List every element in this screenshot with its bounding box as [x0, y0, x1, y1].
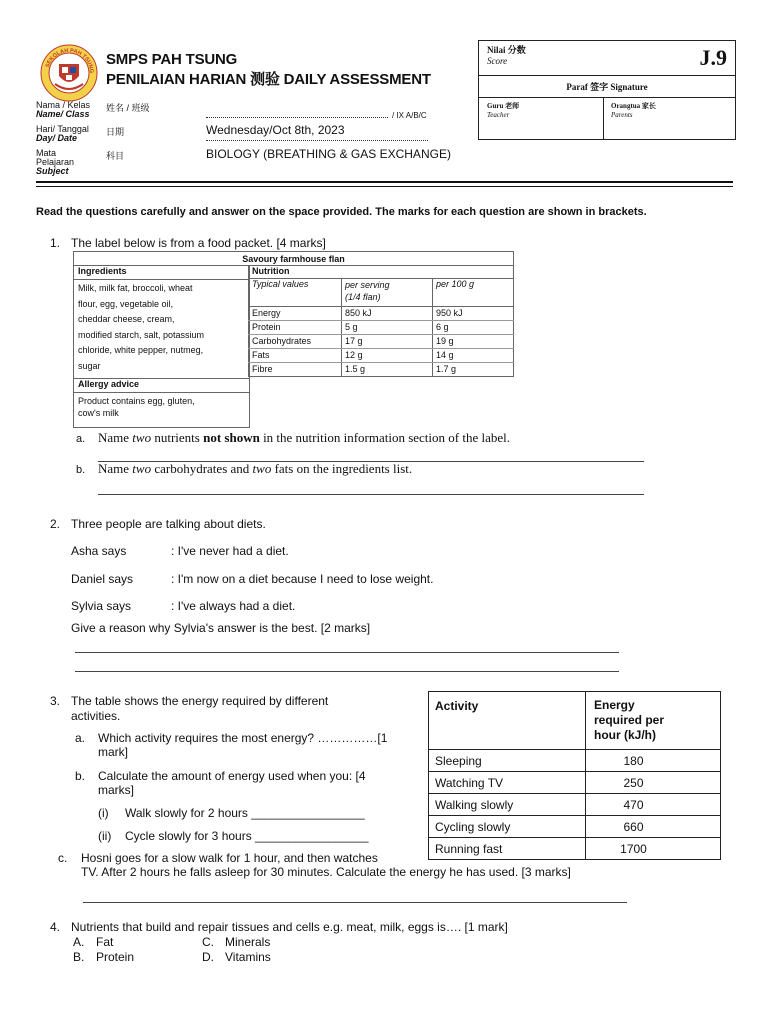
logo-ring-text: SEKOLAH PAH TSUNG [44, 47, 95, 74]
date-field-line [206, 140, 428, 141]
allergy-line: cow's milk [78, 408, 119, 418]
q1-number: 1. [50, 236, 61, 250]
q1b-letter: b. [76, 464, 86, 476]
q2-text: Three people are talking about diets. [71, 517, 266, 531]
day-label-cn: 日期 [106, 127, 125, 137]
school-header [106, 50, 431, 90]
nutrition-row: Fibre 1.5 g 1.7 g [249, 362, 514, 376]
school-logo [40, 44, 98, 102]
parents-label-cn: Orangtua 家长 [611, 102, 656, 110]
energy-row: Sleeping 180 [429, 750, 721, 772]
q4-option-c[interactable]: C. Minerals [202, 935, 271, 949]
nutrition-row: Fats 12 g 14 g [249, 348, 514, 362]
class-options: / IX A/B/C [392, 111, 427, 120]
speaker-name: Sylvia says [71, 599, 132, 613]
q3c-letter: c. [58, 851, 68, 865]
q3c-text: Hosni goes for a slow walk for 1 hour, and then watches TV. After 2 hours he falls asleep for 30 minutes. Calculate the energy he has used. [3 marks] [81, 851, 571, 879]
food-label [73, 251, 514, 428]
school-name: SMPS PAH TSUNG [106, 51, 238, 68]
energy-table [428, 691, 721, 860]
score-label-en: Score [487, 56, 508, 66]
q2-answer-line[interactable] [75, 671, 619, 672]
q3b-text: Calculate the amount of energy used when you: [4 marks] [98, 769, 366, 797]
day-label-en: Day/ Date [36, 133, 78, 143]
nutrition-row: Energy 850 kJ 950 kJ [249, 306, 514, 320]
q1a-text: Name two nutrients not shown in the nutrition information section of the label. [98, 430, 511, 445]
q4-text: Nutrients that build and repair tissues and cells e.g. meat, milk, eggs is…. [1 mark] [71, 920, 508, 934]
ingredients-box [73, 265, 250, 379]
header-rule-thin [36, 186, 733, 187]
score-label-cn: Nilai 分数 [487, 45, 526, 55]
q3b-i-text[interactable]: Walk slowly for 2 hours _________________ [125, 806, 365, 820]
day-label-ms: Hari/ Tanggal [36, 124, 89, 134]
col-typical-values: Typical values [249, 278, 342, 306]
q3b-letter: b. [75, 769, 86, 783]
nutrition-row: Protein 5 g 6 g [249, 320, 514, 334]
name-field[interactable] [206, 117, 388, 118]
signature-label: Paraf 签字 Signature [566, 82, 648, 92]
ingredients-list [74, 280, 249, 375]
name-label-en: Name/ Class [36, 109, 90, 119]
speaker-quote: : I've always had a diet. [171, 599, 296, 613]
ingredients-line: flour, egg, vegetable oil, [78, 298, 174, 309]
header-rule-thick [36, 181, 733, 183]
ingredients-line: Milk, milk fat, broccoli, wheat [78, 283, 193, 293]
energy-row: Cycling slowly 660 [429, 816, 721, 838]
ingredients-line: sugar [78, 360, 101, 371]
name-label-ms: Nama / Kelas [36, 100, 91, 110]
q3c-answer-line[interactable] [83, 902, 627, 903]
speaker-quote: : I've never had a diet. [171, 544, 289, 558]
energy-row: Walking slowly 470 [429, 794, 721, 816]
ingredients-line: chloride, white pepper, nutmeg, [78, 345, 204, 355]
day-value: Wednesday/Oct 8th, 2023 [206, 123, 345, 137]
nutrition-table [248, 265, 514, 377]
assessment-title: PENILAIAN HARIAN 测验 DAILY ASSESSMENT [106, 71, 431, 88]
col-per-serving: per serving (1/4 flan) [342, 278, 433, 306]
assessment-code: J.9 [699, 45, 727, 70]
food-label-table [73, 251, 514, 266]
q4-option-d[interactable]: D. Vitamins [202, 950, 271, 964]
q4-number: 4. [50, 920, 61, 934]
allergy-line: Product contains egg, gluten, [78, 396, 195, 406]
ingredients-header: Ingredients [74, 265, 249, 280]
speaker-quote: : I'm now on a diet because I need to lose weight. [171, 572, 434, 586]
instructions: Read the questions carefully and answer on the space provided. The marks for each question are shown in brackets. [36, 206, 647, 218]
q3b-i-label: (i) [98, 806, 109, 820]
q3b-ii-label: (ii) [98, 829, 112, 843]
food-label-title: Savoury farmhouse flan [74, 252, 514, 266]
teacher-label-en: Teacher [487, 111, 510, 119]
subject-label-en: Subject [36, 166, 69, 176]
q2-number: 2. [50, 517, 61, 531]
q1a-letter: a. [76, 433, 86, 445]
score-box [478, 40, 736, 140]
col-per-100g: per 100 g [433, 278, 514, 306]
nutrition-row: Carbohydrates 17 g 19 g [249, 334, 514, 348]
allergy-text [74, 393, 249, 421]
q1b-text: Name two carbohydrates and two fats on the ingredients list. [98, 461, 413, 476]
nutrition-header: Nutrition [249, 265, 514, 278]
ingredients-line: modified starch, salt, potassium [78, 329, 205, 340]
teacher-label-cn: Guru 老师 [487, 102, 520, 110]
q1-text: The label below is from a food packet. [4 marks] [71, 236, 326, 250]
energy-col-required: Energy required per hour (kJ/h) [586, 692, 721, 750]
q2-answer-line[interactable] [75, 652, 619, 653]
allergy-header: Allergy advice [74, 378, 249, 393]
subject-label-cn: 科目 [106, 151, 125, 161]
energy-row: Watching TV 250 [429, 772, 721, 794]
q3a-letter: a. [75, 731, 86, 745]
q4-option-b[interactable]: B. Protein [73, 950, 135, 964]
q3-number: 3. [50, 694, 61, 708]
parents-signature-cell[interactable] [611, 102, 656, 120]
energy-row: Running fast 1700 [429, 838, 721, 860]
allergy-box [73, 378, 250, 428]
subject-value: BIOLOGY (BREATHING & GAS EXCHANGE) [206, 147, 451, 161]
name-label-cn: 姓名 / 班级 [106, 103, 150, 113]
speaker-name: Daniel says [71, 572, 134, 586]
subject-label-ms: Mata Pelajaran [36, 148, 75, 167]
q1b-answer-line[interactable] [98, 494, 644, 495]
q3-intro: The table shows the energy required by different activities. [71, 694, 329, 723]
q2-prompt: Give a reason why Sylvia's answer is the best. [2 marks] [71, 621, 371, 635]
ingredients-line: cheddar cheese, cream, [78, 314, 175, 324]
q3b-ii-text[interactable]: Cycle slowly for 3 hours _________________ [125, 829, 369, 843]
parents-label-en: Parents [611, 111, 633, 119]
teacher-signature-cell[interactable] [487, 102, 519, 120]
energy-col-activity: Activity [429, 692, 586, 750]
speaker-name: Asha says [71, 544, 127, 558]
q3a-text: Which activity requires the most energy? ……………[1 mark] [98, 731, 388, 759]
q4-option-a[interactable]: A. Fat [73, 935, 114, 949]
